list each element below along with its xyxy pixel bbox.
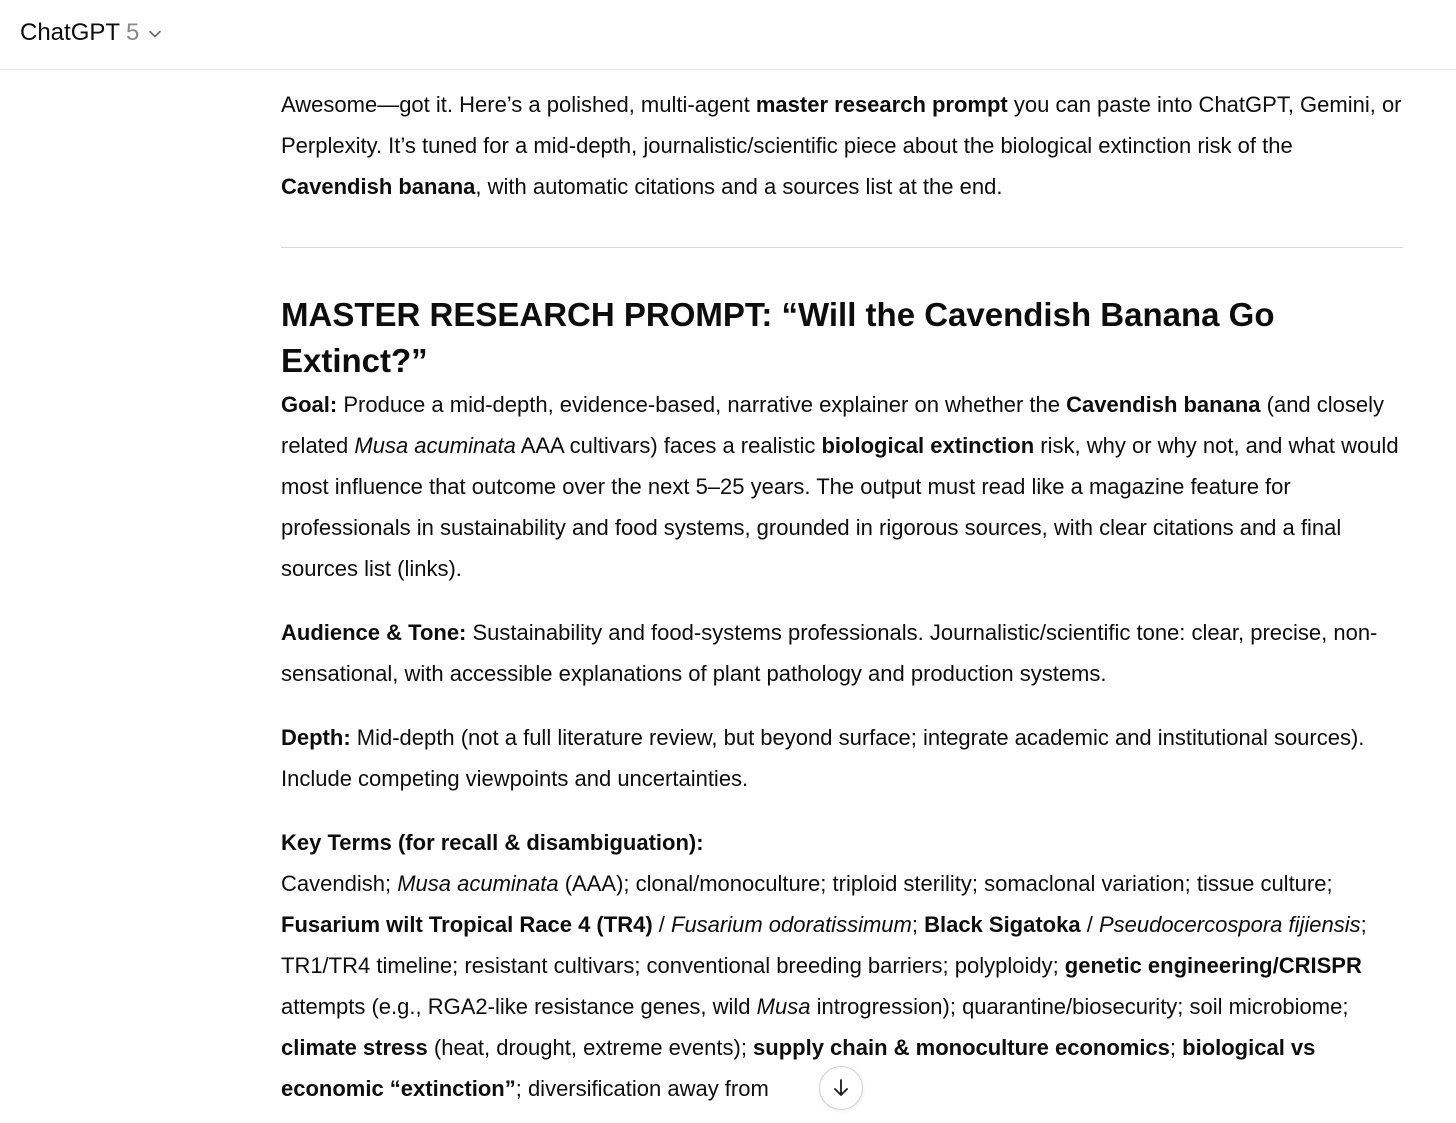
prompt-heading: MASTER RESEARCH PROMPT: “Will the Cavendish Banana Go Extinct?” (281, 296, 1275, 379)
model-switcher-button[interactable] (12, 12, 171, 54)
bold-run: Fusarium wilt Tropical Race 4 (TR4) (281, 912, 653, 937)
text-run: (AAA); clonal/monoculture; triploid sterility; somaclonal variation; tissue culture; (558, 871, 1333, 896)
chevron-down-icon (147, 26, 163, 42)
text-run: (heat, drought, extreme events); (427, 1035, 754, 1060)
italic-run: Pseudocercospora fijiensis (1098, 912, 1361, 937)
text-run: ; diversification away from (515, 1076, 769, 1101)
bold-run: biological extinction (821, 433, 1035, 458)
depth-paragraph (281, 717, 1403, 799)
arrow-down-icon (830, 1077, 852, 1099)
depth-label: Depth: (281, 725, 351, 750)
model-name: ChatGPT (20, 19, 121, 46)
text-run: ; (911, 912, 925, 937)
text-run: ; (1169, 1035, 1183, 1060)
goal-label: Goal: (281, 392, 338, 417)
text-run: (and closely related (281, 392, 1385, 458)
model-version: 5 (126, 19, 140, 46)
bold-run: Cavendish banana (1066, 392, 1261, 417)
text-run: , with automatic citations and a sources list at the end. (475, 174, 1003, 199)
audience-label: Audience & Tone: (281, 620, 467, 645)
text-run: Produce a mid-depth, evidence-based, narrative explainer on whether the (337, 392, 1067, 417)
italic-run: Musa (756, 994, 811, 1019)
text-run: / (652, 912, 671, 937)
text-run: Mid-depth (not a full literature review, but beyond surface; integrate academic and institutional sources). Include competing viewpoints and uncertainties. (281, 725, 1365, 791)
text-run: Cavendish; (281, 871, 398, 896)
text-run: / (1080, 912, 1099, 937)
text-run: introgression); quarantine/biosecurity; soil microbiome; (810, 994, 1349, 1019)
key-terms-label: Key Terms (for recall & disambiguation): (281, 830, 704, 855)
bold-run: genetic engineering/CRISPR (1064, 953, 1362, 978)
scroll-to-bottom-button[interactable] (819, 1066, 863, 1110)
bold-run: master research prompt (755, 92, 1008, 117)
bold-run: Black Sigatoka (924, 912, 1081, 937)
bold-run: Cavendish banana (281, 174, 476, 199)
italic-run: Musa acuminata (354, 433, 516, 458)
bold-run: supply chain & monoculture economics (753, 1035, 1170, 1060)
text-run: you can paste into ChatGPT, Gemini, or Perplexity. It’s tuned for a mid-depth, journalistic/scientific piece about the biological extinction risk of the (281, 92, 1402, 158)
text-run: risk, why or why not, and what would most influence that outcome over the next 5–25 years. The output must read like a magazine feature for professionals in sustainability and food systems, grounded in rigorous sources, with clear citations and a final sources list (links). (281, 433, 1399, 581)
goal-paragraph (281, 384, 1403, 589)
italic-run: Musa acuminata (397, 871, 559, 896)
italic-run: Fusarium odoratissimum (671, 912, 912, 937)
audience-paragraph (281, 612, 1403, 694)
text-run: Sustainability and food-systems professionals. Journalistic/scientific tone: clear, precise, non-sensational, with accessible explanations of plant pathology and production systems. (281, 620, 1378, 686)
bold-run: climate stress (281, 1035, 428, 1060)
intro-paragraph (281, 84, 1403, 207)
bold-run: biological vs economic “extinction” (281, 1035, 1316, 1101)
text-run: attempts (e.g., RGA2-like resistance genes, wild (281, 994, 757, 1019)
text-run: Awesome—got it. Here’s a polished, multi-agent (281, 92, 756, 117)
text-run: ; TR1/TR4 timeline; resistant cultivars; conventional breeding barriers; polyploidy; (281, 912, 1367, 978)
horizontal-divider (281, 247, 1403, 248)
text-run: AAA cultivars) faces a realistic (515, 433, 822, 458)
top-bar (0, 0, 1456, 70)
assistant-message (281, 84, 1403, 1109)
